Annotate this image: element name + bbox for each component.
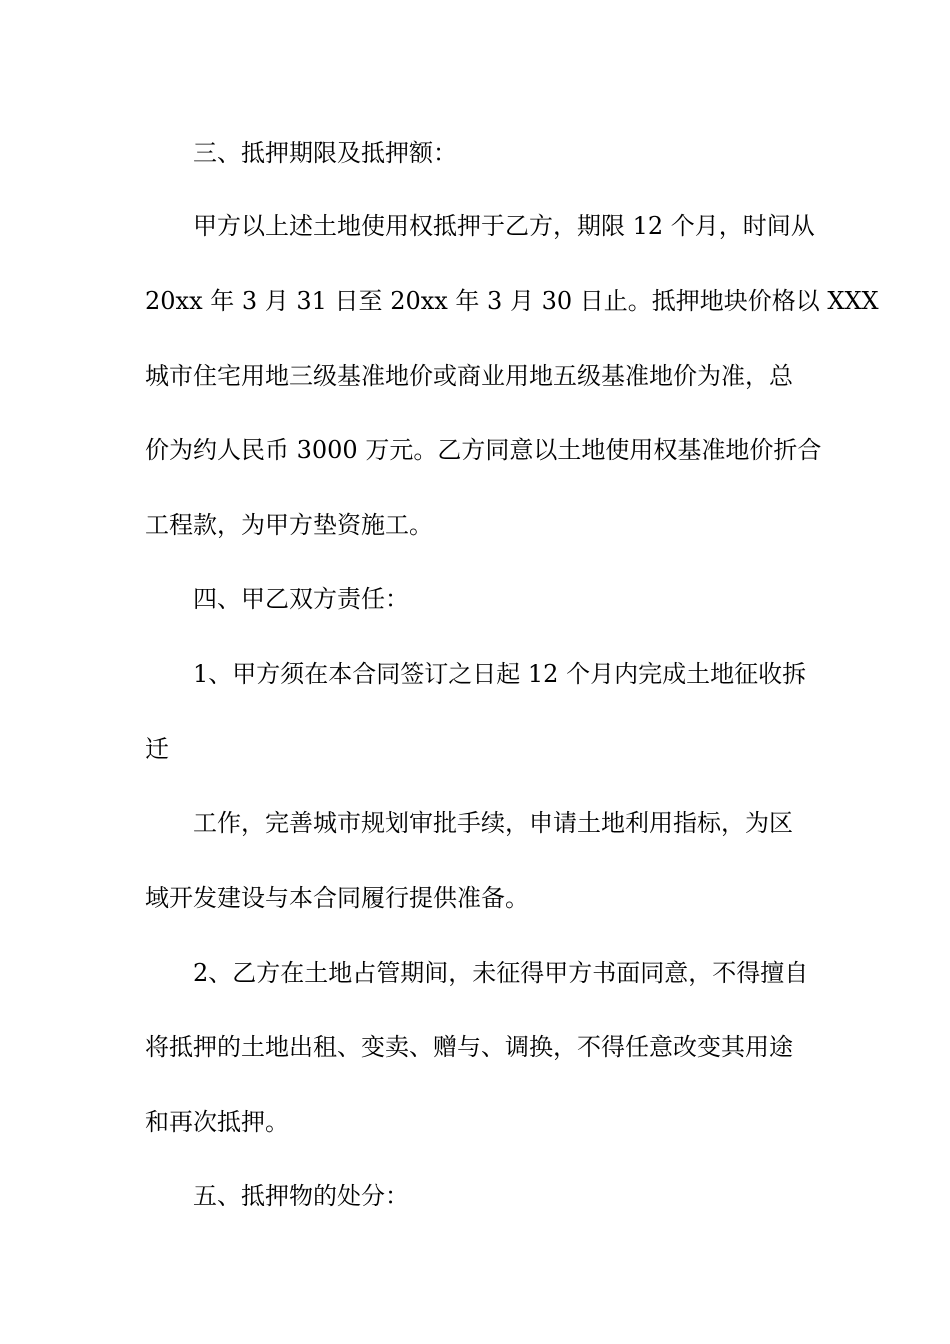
paragraph-line: 迁 — [145, 735, 169, 763]
paragraph-line: 2、乙方在土地占管期间，未征得甲方书面同意，不得擅自 — [193, 959, 809, 987]
paragraph-line: 工程款，为甲方垫资施工。 — [145, 511, 433, 539]
paragraph-line: 将抵押的土地出租、变卖、赠与、调换，不得任意改变其用途 — [145, 1033, 793, 1061]
paragraph-line: 甲方以上述土地使用权抵押于乙方，期限 12 个月，时间从 — [193, 212, 815, 240]
paragraph-line: 域开发建设与本合同履行提供准备。 — [145, 884, 529, 912]
paragraph-line: 20xx 年 3 月 31 日至 20xx 年 3 月 30 日止。抵押地块价格以 XXX — [145, 287, 879, 315]
paragraph-line: 1、甲方须在本合同签订之日起 12 个月内完成土地征收拆 — [193, 660, 807, 688]
section-heading-5: 五、抵押物的处分： — [193, 1182, 409, 1210]
section-heading-4: 四、甲乙双方责任： — [193, 585, 409, 613]
paragraph-line: 城市住宅用地三级基准地价或商业用地五级基准地价为准，总 — [145, 362, 793, 390]
paragraph-line: 工作，完善城市规划审批手续，申请土地利用指标，为区 — [193, 809, 793, 837]
paragraph-line: 和再次抵押。 — [145, 1108, 289, 1136]
paragraph-line: 价为约人民币 3000 万元。乙方同意以土地使用权基准地价折合 — [145, 436, 822, 464]
section-heading-3: 三、抵押期限及抵押额： — [193, 139, 457, 167]
